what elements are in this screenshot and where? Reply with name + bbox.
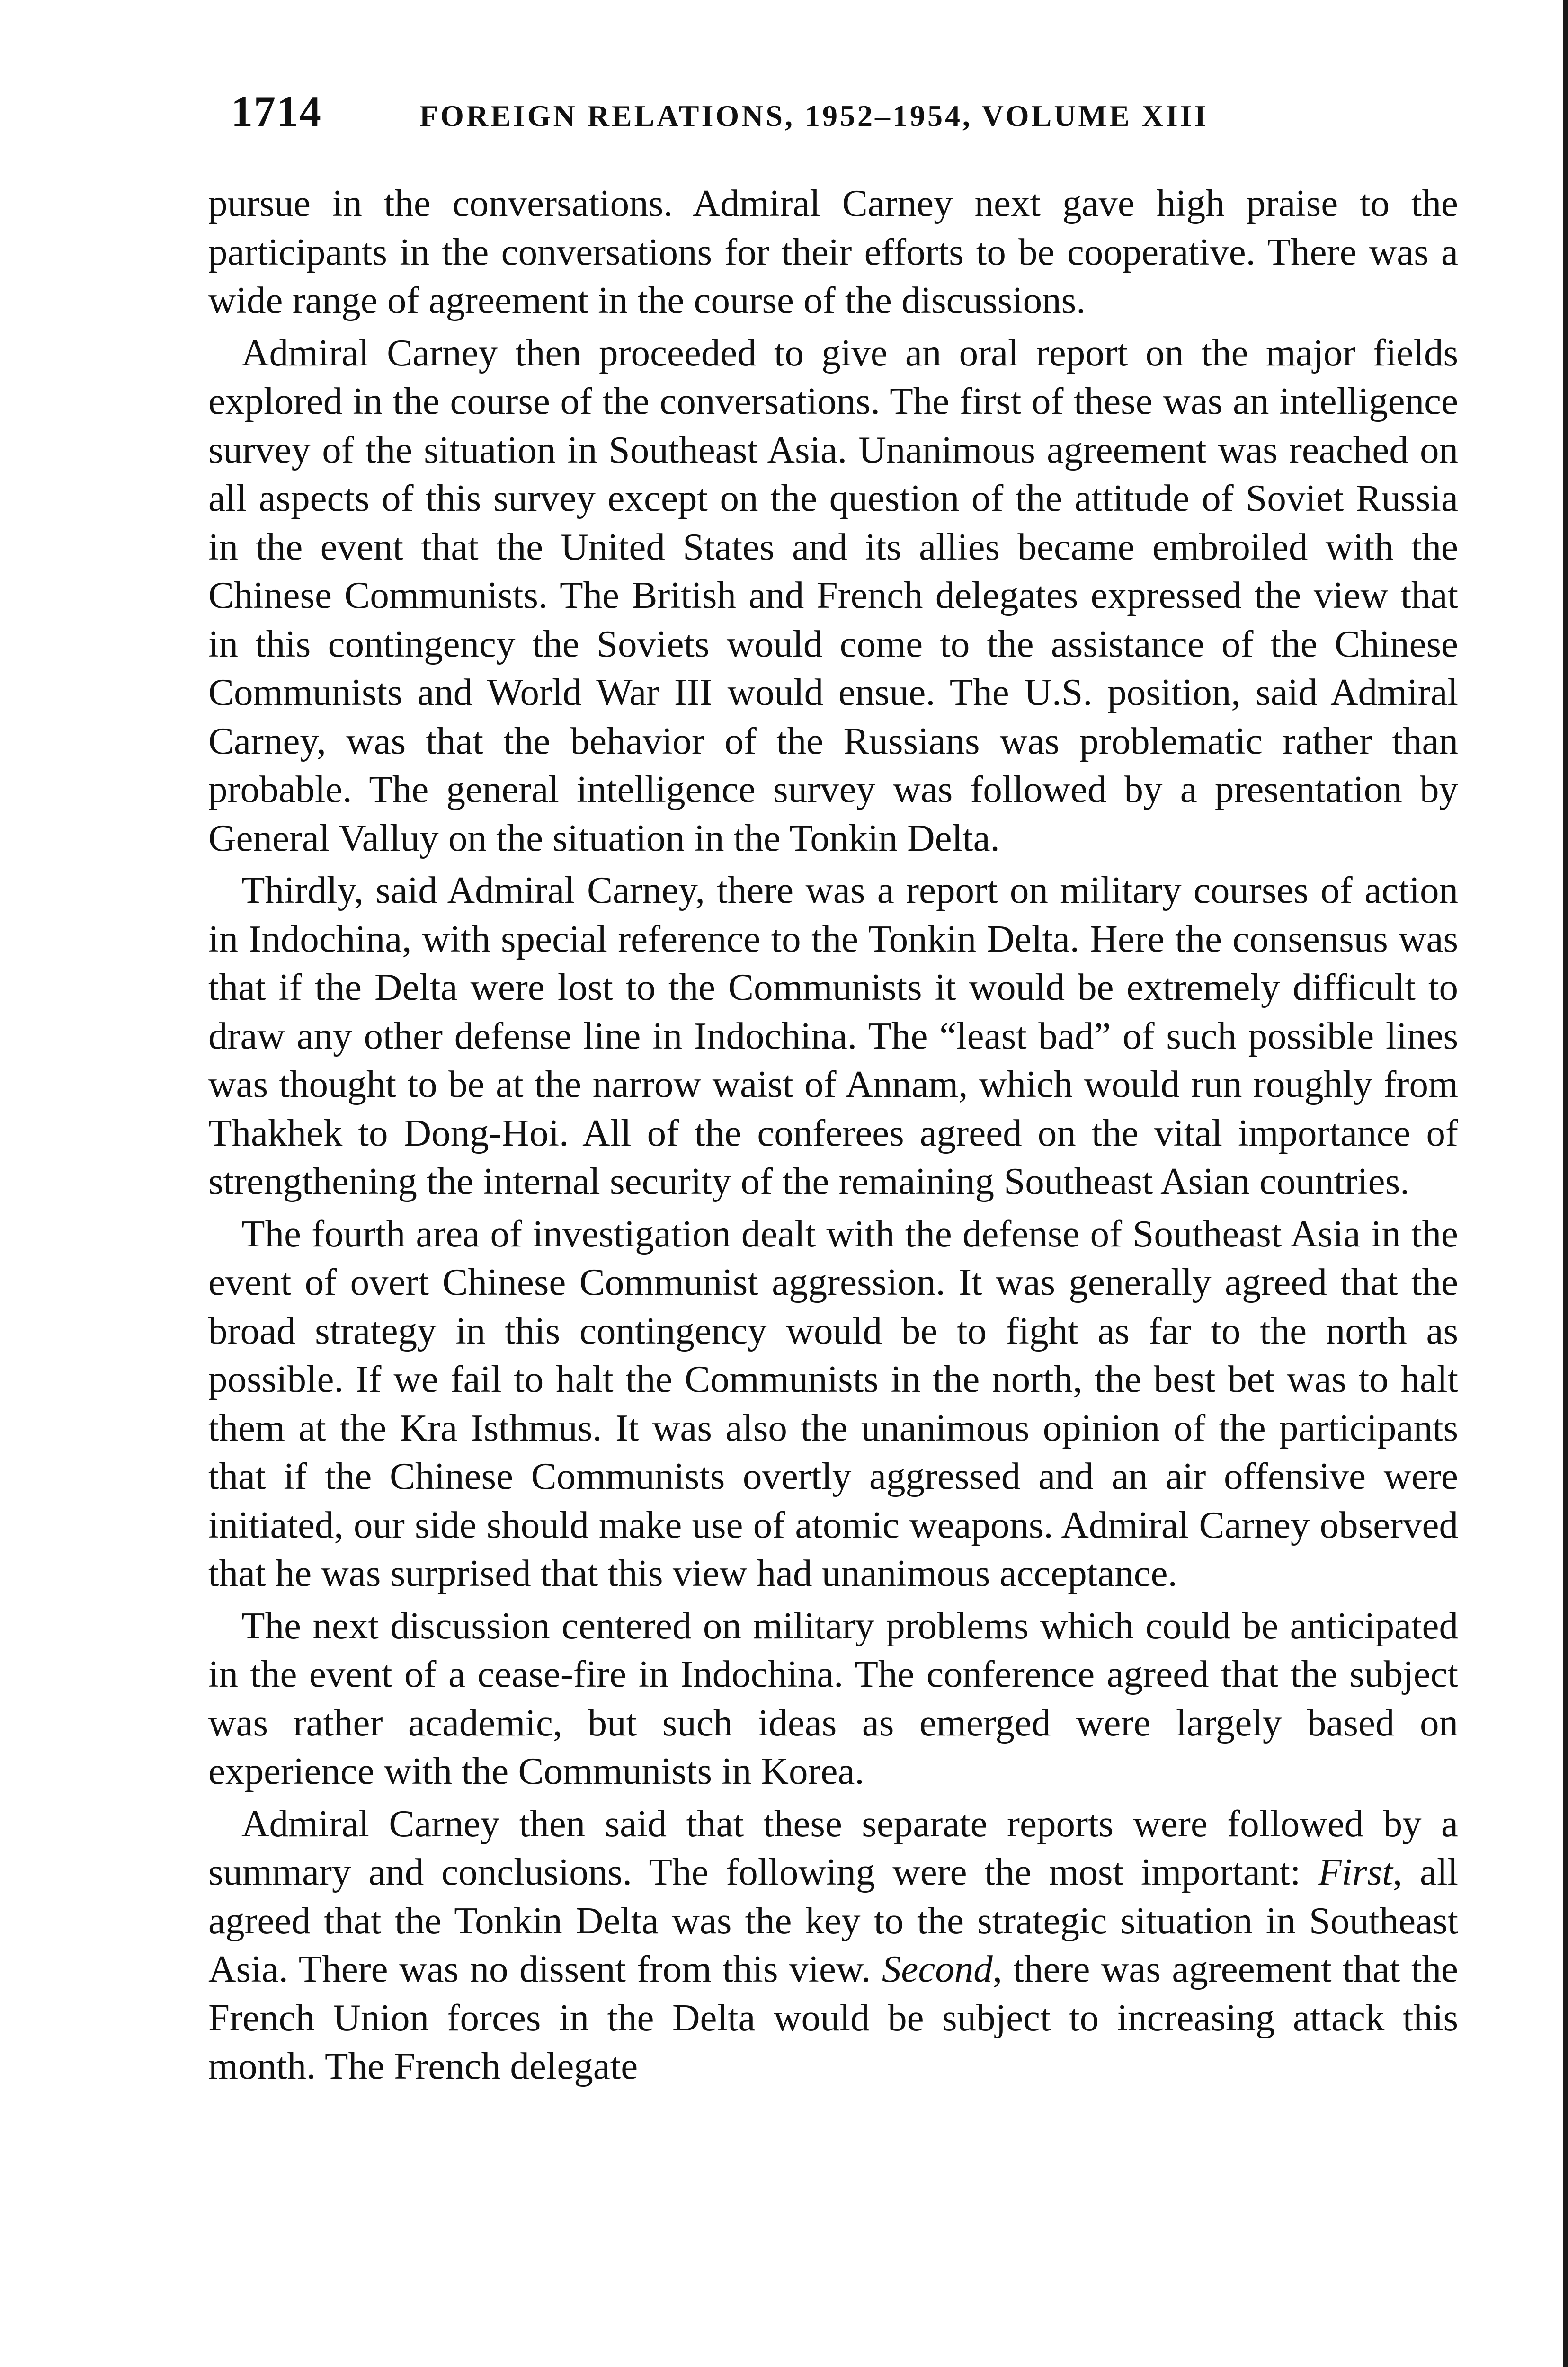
second-text: , there was agreement that the French Union forces in the Delta would be subject to increasing attack this month. The French delegate [208, 1948, 1458, 2087]
paragraph-6-lead: Admiral Carney then said that these separate reports were followed by a summary and conclusions. The following were the most important: [208, 1802, 1458, 1893]
first-label: First [1318, 1851, 1393, 1893]
paragraph-3: Thirdly, said Admiral Carney, there was a report on military courses of action in Indochina, with special reference to the Tonkin Delta. Here the consensus was that if the Delta were lost to the Communists it would be extremely difficult to draw any other defense line in Indochina. The “least bad” of such possible lines was thought to be at the narrow waist of Annam, which would run roughly from Thakhek to Dong-Hoi. All of the conferees agreed on the vital importance of strengthening the internal security of the remaining Southeast Asian countries. [208, 869, 1458, 1202]
scan-edge [1563, 0, 1568, 2367]
second-label: Second [882, 1948, 993, 1990]
running-head [231, 85, 1486, 137]
paragraph-4: The fourth area of investigation dealt with the defense of Southeast Asia in the event of overt Chinese Communist aggression. It was generally agreed that the broad strategy in this contingency would be to fight as far to the north as possible. If we fail to halt the Communists in the north, the best bet was to halt them at the Kra Isthmus. It was also the unanimous opinion of the participants that if the Chinese Communists overtly aggressed and an air offensive were initiated, our side should make use of atomic weapons. Admiral Carney observed that he was surprised that this view had unanimous acceptance. [208, 1212, 1458, 1594]
body-text [208, 179, 1458, 2094]
paragraph-6 [208, 1799, 1458, 2091]
paragraph-5: The next discussion centered on military problems which could be anticipated in the event of a cease-fire in Indochina. The conference agreed that the subject was rather academic, but such ideas as emerged were largely based on experience with the Communists in Korea. [208, 1604, 1458, 1792]
page-number: 1714 [231, 87, 322, 135]
paragraph-2: Admiral Carney then proceeded to give an oral report on the major fields explored in the course of the conversations. The first of these was an intelligence survey of the situation in Southeast Asia. Unanimous agreement was reached on all aspects of this survey except on the question of the attitude of Soviet Russia in the event that the United States and its allies became embroiled with the Chinese Communists. The British and French delegates expressed the view that in this contingency the Soviets would come to the assistance of the Chinese Communists and World War III would ensue. The U.S. position, said Admiral Carney, was that the behavior of the Russians was problematic rather than probable. The general intelligence survey was followed by a presentation by General Valluy on the situation in the Tonkin Delta. [208, 331, 1458, 859]
running-title: FOREIGN RELATIONS, 1952–1954, VOLUME XIII [419, 99, 1209, 133]
first-text: , all agreed that the Tonkin Delta was the key to the strategic situation in Southeast Asia. There was no dissent from this view. [208, 1851, 1458, 1990]
paragraph-1: pursue in the conversations. Admiral Carney next gave high praise to the participants in the conversations for their efforts to be cooperative. There was a wide range of agreement in the course of the discussions. [208, 182, 1458, 321]
